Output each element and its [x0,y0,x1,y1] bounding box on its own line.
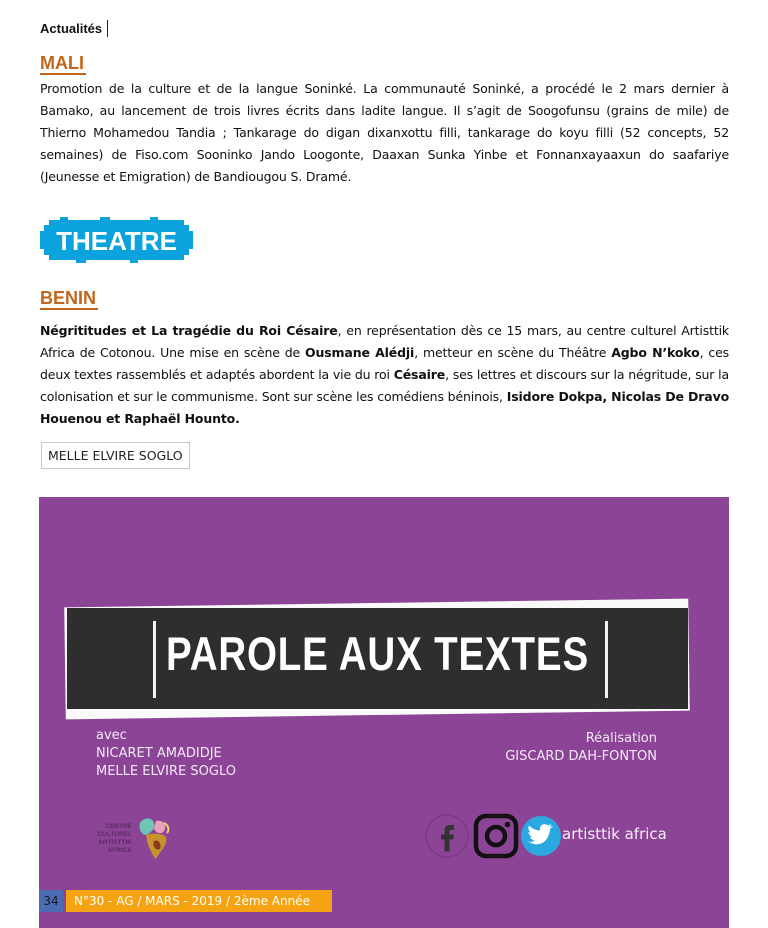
benin-text-3: , ces deux textes rassemblés et adaptés abordent la vie du roi [40,345,729,382]
section-header [40,20,108,37]
instagram-icon[interactable] [476,816,516,856]
poster-banner [67,608,688,709]
country-heading-benin: BENIN [40,288,97,308]
avec-label: avec [96,728,127,743]
theatre-logo [40,217,193,263]
benin-text-2: , metteur en scène du Théâtre [414,345,612,360]
issue-info: N°30 - AG / MARS - 2019 / 2ème Année [66,890,332,912]
centre-logo-text [94,823,132,855]
performers-block [96,727,236,781]
benin-article-text [40,320,729,430]
centre-logo-line-2: CULTUREL [97,831,132,838]
director-name: Ousmane Alédji [305,345,415,360]
realisation-label: Réalisation [585,731,657,746]
benin-text-1: , en représentation dès ce 15 mars, au centre culturel Artisttik Africa de Cotonou. Une mise en scène de [40,323,729,360]
performer-2: MELLE ELVIRE SOGLO [96,764,236,779]
centre-logo-line-3: ARTISTTIK [98,839,132,846]
event-poster [39,497,729,928]
twitter-icon[interactable] [521,816,561,856]
benin-text-4: , ses lettres et discours sur la négritude, sur la colonisation et sur le communisme. Sont sur scène les comédiens béninois, [40,367,729,404]
performer-1: NICARET AMADIDJE [96,746,222,761]
poster-title: PAROLE AUX TEXTES [166,627,589,680]
mali-article-text: Promotion de la culture et de la langue Soninké. La communauté Soninké, a procédé le 2 mars dernier à Bamako, au lancement de trois livres écrits dans ladite langue. Il s’agit de Soogofunsu (grains de mile) de Thierno Mohamedou Tandia ; Tankarage do digan dixanxottu filli, tankarage do koyu filli (52 concepts, 52 semaines) de Fiso.com Sooninko Jando Loogonte, Daaxan Sunka Yinbe et Fonnanxayaaxun do saafariye (Jeunesse et Emigration) de Bandiougou S. Dramé. [40,81,729,184]
section-title: Actualités [40,21,103,36]
actors-names: Isidore Dokpa, Nicolas De Dravo Houenou et Raphaël Hounto. [40,389,730,426]
theatre-name: Agbo N’koko [611,345,700,360]
cesaire-name: Césaire [393,367,446,382]
africa-map-icon [134,815,178,863]
header-divider [107,20,108,37]
page-number: 34 [39,890,63,912]
centre-logo-line-4: AFRICA [107,847,132,854]
realisation-block [505,730,657,766]
theatre-logo-text: THEATRE [56,226,177,256]
country-heading-mali: MALI [40,53,84,73]
social-handle: artisttik africa [562,825,667,843]
play-title: Négrititudes et La tragédie du Roi Césaire [40,323,338,338]
realisation-name: GISCARD DAH-FONTON [505,749,657,764]
social-icons [424,813,564,863]
social-icons-row [424,813,564,859]
centre-logo-line-1: CENTRE [105,823,132,830]
photo-caption: MELLE ELVIRE SOGLO [41,442,190,469]
facebook-icon[interactable] [426,815,468,857]
